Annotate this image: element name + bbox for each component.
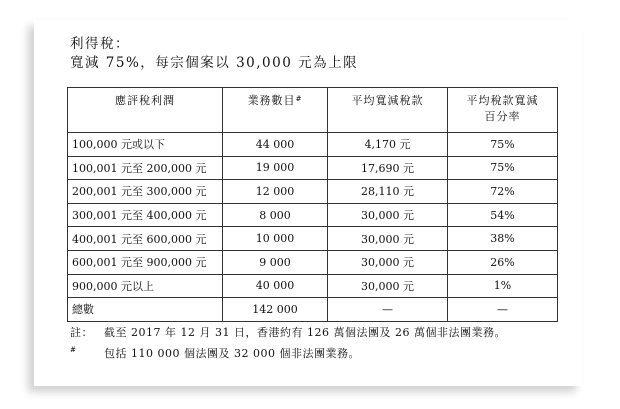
table-header-row [68,88,558,133]
header-average-percentage: 平均稅款寬減 百分率 [448,88,558,133]
cell-profit: 900,000 元以上 [68,274,223,298]
cell-avg: 17,690 元 [328,156,448,180]
cell-profit: 600,001 元至 900,000 元 [68,250,223,274]
hash-label: # [70,346,77,354]
cell-count: 44 000 [223,133,328,157]
cell-profit: 400,001 元至 600,000 元 [68,227,223,251]
cell-avg: 30,000 元 [328,274,448,298]
cell-pct: 72% [448,180,558,204]
cell-profit: 100,000 元或以下 [68,133,223,157]
title-line-2: 寬減 75%，每宗個案以 30,000 元為上限 [70,55,359,71]
note-label: 註： [70,326,93,339]
cell-count: 8 000 [223,203,328,227]
table-row [68,156,558,180]
title-line-1: 利得稅： [70,36,130,52]
table-row [68,133,558,157]
cell-count: 142 000 [223,298,328,322]
header-business-count: 業務數目# [223,88,328,133]
cell-pct: 38% [448,227,558,251]
table-row [68,250,558,274]
note-text: 截至 2017 年 12 月 31 日，香港約有 126 萬個法團及 26 萬個非法團業務。 [104,326,506,339]
cell-profit: 總數 [68,298,223,322]
header-average-reduction: 平均寬減稅款 [328,88,448,133]
cell-pct: — [448,298,558,322]
table-total-row [68,298,558,322]
cell-avg: 4,170 元 [328,133,448,157]
footnote-hash [70,343,506,364]
hash-text: 包括 110 000 個法團及 32 000 個非法團業務。 [104,347,360,360]
profits-tax-table [67,87,558,322]
cell-avg: 30,000 元 [328,203,448,227]
cell-pct: 26% [448,250,558,274]
cell-count: 9 000 [223,250,328,274]
cell-pct: 75% [448,156,558,180]
cell-pct: 54% [448,203,558,227]
cell-profit: 300,001 元至 400,000 元 [68,203,223,227]
table-row [68,203,558,227]
cell-avg: — [328,298,448,322]
cell-count: 19 000 [223,156,328,180]
cell-profit: 100,001 元至 200,000 元 [68,156,223,180]
table-row [68,180,558,204]
cell-count: 12 000 [223,180,328,204]
table-row [68,274,558,298]
cell-avg: 30,000 元 [328,227,448,251]
hash-footnote-mark: # [295,95,303,103]
footnote-note [70,322,506,343]
table-row [68,227,558,251]
cell-pct: 75% [448,133,558,157]
footnotes [70,322,506,364]
header-assessable-profits: 應評稅利潤 [68,88,223,133]
cell-avg: 30,000 元 [328,250,448,274]
cell-avg: 28,110 元 [328,180,448,204]
document-title [70,35,358,73]
cell-count: 40 000 [223,274,328,298]
cell-pct: 1% [448,274,558,298]
cell-profit: 200,001 元至 300,000 元 [68,180,223,204]
cell-count: 10 000 [223,227,328,251]
